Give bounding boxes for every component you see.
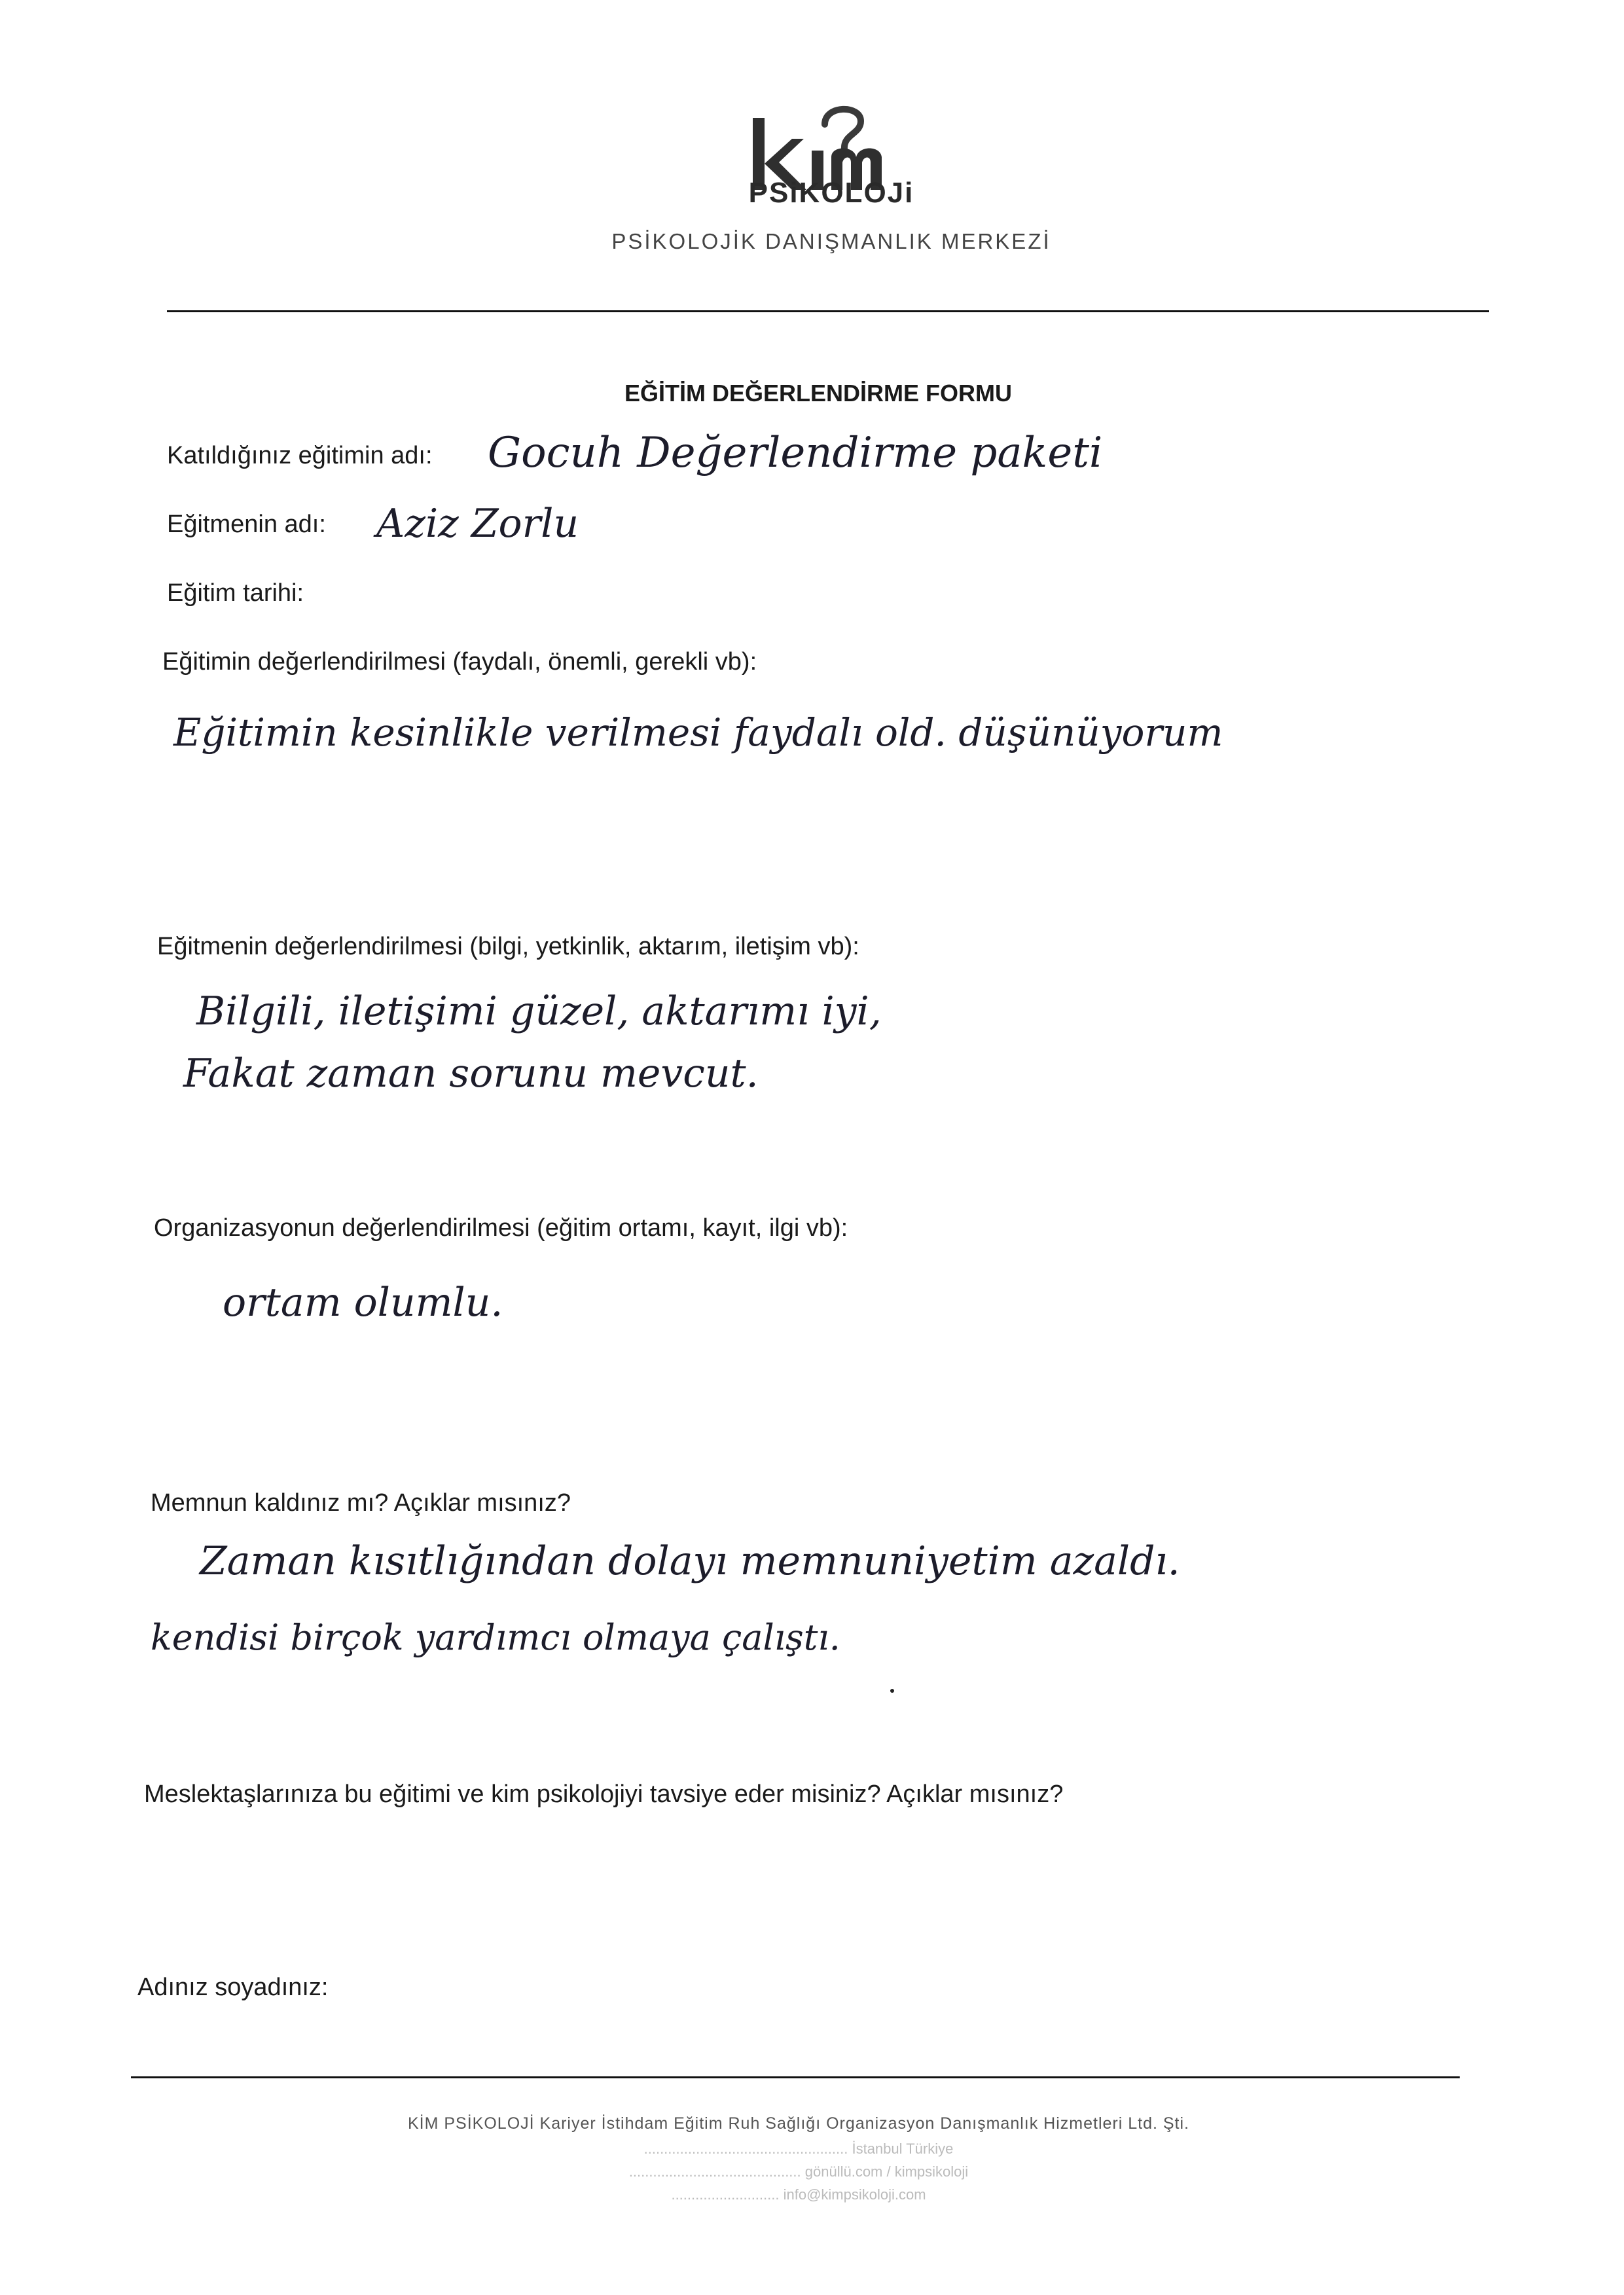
field-label-training-evaluation: Eğitimin değerlendirilmesi (faydalı, önemli, gerekli vb): [162,648,757,676]
answer-satisfaction-line1: Zaman kısıtlığından dolayı memnuniyetim azaldı. [200,1538,1180,1584]
footer-company: KİM PSİKOLOJİ Kariyer İstihdam Eğitim Ruh Sağlığı Organizasyon Danışmanlık Hizmetleri Ltd. Şti. [407,2114,1189,2133]
field-label-training-date: Eğitim tarihi: [167,579,304,607]
field-label-trainer-evaluation: Eğitmenin değerlendirilmesi (bilgi, yetkinlik, aktarım, iletişim vb): [157,933,859,960]
answer-organization-evaluation: ortam olumlu. [223,1280,503,1326]
answer-training-evaluation: Eğitimin kesinlikle verilmesi faydalı old. düşünüyorum [173,710,1223,755]
field-label-trainer-name: Eğitmenin adı: [167,511,326,538]
field-label-organization-evaluation: Organizasyonun değerlendirilmesi (eğitim ortamı, kayıt, ilgi vb): [154,1214,848,1242]
answer-trainer-name: Aziz Zorlu [376,501,579,547]
field-label-satisfaction: Memnun kaldınız mı? Açıklar mısınız? [151,1489,571,1517]
brand-subtitle: PSİKOLOJİK DANIŞMANLIK MERKEZİ [611,229,1051,253]
footer-faint-line-1: ................................................... İstanbul Türkiye [643,2141,954,2157]
form-title: EĞİTİM DEĞERLENDİRME FORMU [624,380,1012,407]
field-label-full-name: Adınız soyadınız: [137,1974,329,2001]
header-divider [167,310,1489,312]
footer-faint-line-3: ........................... info@kimpsikoloji.com [671,2186,926,2203]
footer-faint-line-2: ........................................... gönüllü.com / kimpsikoloji [628,2163,969,2180]
field-label-training-name: Katıldığınız eğitimin adı: [167,442,433,469]
footer-divider [131,2076,1460,2078]
answer-trainer-evaluation-line2: Fakat zaman sorunu mevcut. [183,1051,759,1096]
answer-trainer-evaluation-line1: Bilgili, iletişimi güzel, aktarımı iyi, [196,988,882,1034]
ink-dot [890,1689,894,1693]
brand-name: PSiKOLOJi [748,177,914,209]
field-label-recommendation: Meslektaşlarınıza bu eğitimi ve kim psikolojiyi tavsiye eder misiniz? Açıklar mısınız? [144,1780,1064,1808]
answer-training-name: Gocuh Değerlendirme paketi [488,429,1103,477]
answer-satisfaction-line2: kendisi birçok yardımcı olmaya çalıştı. [151,1617,840,1658]
